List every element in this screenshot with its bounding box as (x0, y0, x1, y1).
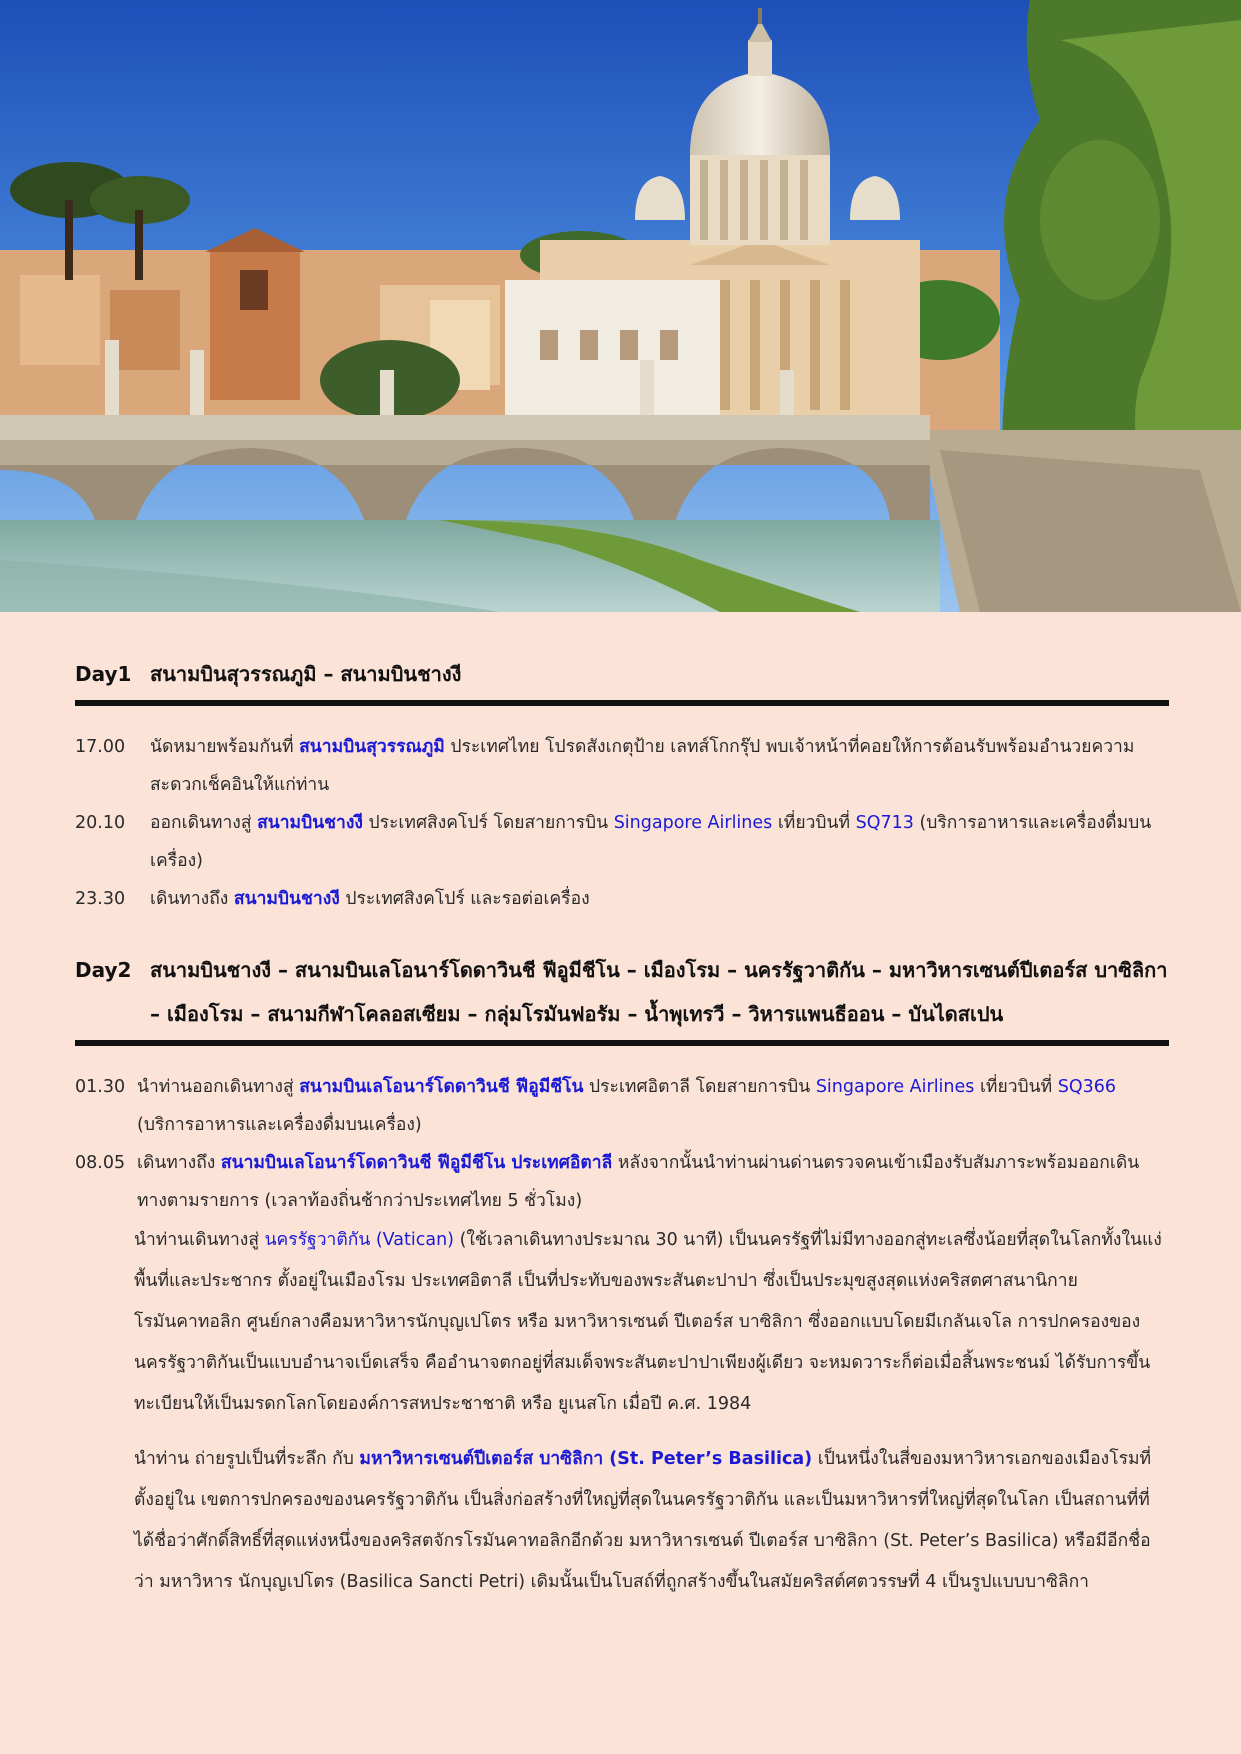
schedule-item (75, 728, 1169, 804)
schedule-item (75, 804, 1169, 880)
day1-section (75, 652, 1169, 918)
schedule-description: นัดหมายพร้อมกันที่ สนามบินสุวรรณภูมิ ประเทศไทย โปรดสังเกตุป้าย เลทส์โกกรุ๊ป พบเจ้าหน้าที่คอยให้การต้อนรับพร้อมอำนวยความสะดวกเช็คอินให้แก่ท่าน (150, 737, 1135, 795)
day2-header (75, 948, 1169, 1036)
schedule-time: 17.00 (75, 737, 126, 757)
schedule-description: นำท่านออกเดินทางสู่ สนามบินเลโอนาร์โดดาวินชี ฟีอูมีชีโน ประเทศอิตาลี โดยสายการบิน Singapore Airlines เที่ยวบินที่ SQ366 (บริการอาหารและเครื่องดื่มบนเครื่อง) (137, 1077, 1117, 1135)
highlight-flight: SQ366 (1057, 1077, 1117, 1097)
schedule-description: เดินทางถึง สนามบินชางงี ประเทศสิงคโปร์ และรอต่อเครื่อง (150, 889, 590, 909)
highlight-place: สนามบินสุวรรณภูมิ (299, 737, 445, 757)
highlight-flight: SQ713 (855, 813, 914, 833)
vatican-paragraph: นำท่านเดินทางสู่ นครรัฐวาติกัน (Vatican) (ใช้เวลาเดินทางประมาณ 30 นาที) เป็นนครรัฐที่ไม่มีทางออกสู่ทะเลซึ่งน้อยที่สุดในโลกทั้งในแง่พื้นที่และประชากร ตั้งอยู่ในเมืองโรม ประเทศอิตาลี เป็นที่ประทับของพระสันตะปาปา ซึ่งเป็นประมุขสูงสุดแห่งคริสตศาสนานิกายโรมันคาทอลิก ศูนย์กลางคือมหาวิหารนักบุญเปโตร หรือ มหาวิหารเซนต์ ปีเตอร์ส บาซิลิกา ซึ่งออกแบบโดยมีเกลันเจโล การปกครองของนครรัฐวาติกันเป็นแบบอำนาจเบ็ดเสร็จ คืออำนาจตกอยู่ที่สมเด็จพระสันตะปาปาเพียงผู้เดียว จะหมดวาระก็ต่อเมื่อสิ้นพระชนม์ ได้รับการขึ้นทะเบียนให้เป็นมรดกโลกโดยองค์การสหประชาชาติ หรือ ยูเนสโก เมื่อปี ค.ศ. 1984 (134, 1230, 1162, 1414)
rome-vatican-illustration (0, 0, 1241, 612)
day2-schedule (75, 1068, 1169, 1220)
day1-label: Day1 (75, 662, 132, 686)
schedule-item (75, 1144, 1169, 1220)
schedule-time: 01.30 (75, 1077, 126, 1097)
day1-schedule (75, 728, 1169, 918)
schedule-description: เดินทางถึง สนามบินเลโอนาร์โดดาวินชี ฟีอูมีชีโน ประเทศอิตาลี หลังจากนั้นนำท่านผ่านด่านตรวจคนเข้าเมืองรับสัมภาระพร้อมออกเดินทางตามรายการ (เวลาท้องถิ่นช้ากว่าประเทศไทย 5 ชั่วโมง) (137, 1153, 1140, 1211)
schedule-item (75, 880, 1169, 918)
highlight-airline: Singapore Airlines (613, 813, 773, 833)
schedule-time: 23.30 (75, 889, 126, 909)
day2-label: Day2 (75, 958, 132, 982)
highlight-place: สนามบินชางงี (233, 889, 340, 909)
day1-title: สนามบินสุวรรณภูมิ – สนามบินชางงี (150, 662, 462, 686)
highlight-place: นครรัฐวาติกัน (Vatican) (264, 1230, 454, 1250)
schedule-time: 20.10 (75, 813, 126, 833)
highlight-airline: Singapore Airlines (815, 1077, 975, 1097)
highlight-place: สนามบินเลโอนาร์โดดาวินชี ฟีอูมีชีโน (299, 1077, 584, 1097)
schedule-description: ออกเดินทางสู่ สนามบินชางงี ประเทศสิงคโปร์ โดยสายการบิน Singapore Airlines เที่ยวบินที่ SQ713 (บริการอาหารและเครื่องดื่มบนเครื่อง) (150, 813, 1152, 871)
highlight-place: มหาวิหารเซนต์ปีเตอร์ส บาซิลิกา (St. Peter’s Basilica) (359, 1449, 813, 1469)
schedule-time: 08.05 (75, 1153, 126, 1173)
hero-photo (0, 0, 1241, 612)
schedule-item (75, 1068, 1169, 1144)
highlight-place: สนามบินชางงี (257, 813, 363, 833)
basilica-paragraph: นำท่าน ถ่ายรูปเป็นที่ระลึก กับ มหาวิหารเซนต์ปีเตอร์ส บาซิลิกา (St. Peter’s Basilica) เป็นหนึ่งในสี่ของมหาวิหารเอกของเมืองโรมที่ตั้งอยู่ใน เขตการปกครองของนครรัฐวาติกัน เป็นสิ่งก่อสร้างที่ใหญ่ที่สุดในนครรัฐวาติกัน และเป็นมหาวิหารที่ใหญ่ที่สุดในโลก เป็นสถานที่ที่ได้ชื่อว่าศักดิ์สิทธิ์ที่สุดแห่งหนึ่งของคริสตจักรโรมันคาทอลิกอีกด้วย มหาวิหารเซนต์ ปีเตอร์ส บาซิลิกา (St. Peter’s Basilica) หรือมีอีกชื่อว่า มหาวิหาร นักบุญเปโตร (Basilica Sancti Petri) เดิมนั้นเป็นโบสถ์ที่ถูกสร้างขึ้นในสมัยคริสต์ศตวรรษที่ 4 เป็นรูปแบบบาซิลิกา (134, 1449, 1152, 1592)
day1-header (75, 652, 1169, 696)
day2-section (75, 948, 1169, 1603)
day2-divider (75, 1040, 1169, 1046)
day2-title: สนามบินชางงี – สนามบินเลโอนาร์โดดาวินชี ฟีอูมีชีโน – เมืองโรม – นครรัฐวาติกัน – มหาวิหารเซนต์ปีเตอร์ส บาซิลิกา – เมืองโรม – สนามกีฬาโคลอสเซียม – กลุ่มโรมันฟอรัม – น้ำพุเทรวี – วิหารแพนธีออน – บันไดสเปน (150, 958, 1168, 1026)
highlight-place: สนามบินเลโอนาร์โดดาวินชี ฟีอูมีชีโน ประเทศอิตาลี (220, 1153, 613, 1173)
day1-divider (75, 700, 1169, 706)
